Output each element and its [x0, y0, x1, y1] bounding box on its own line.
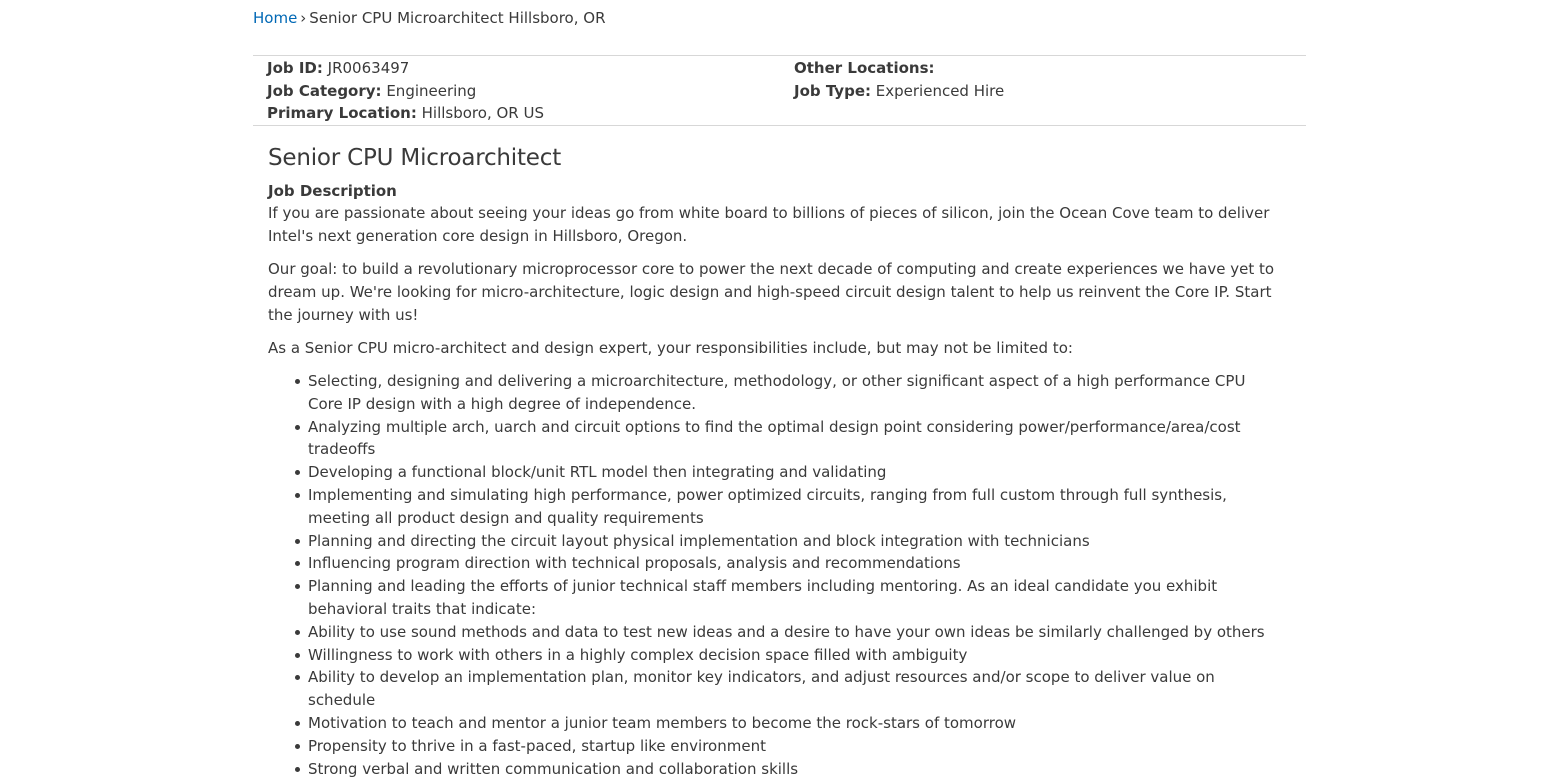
list-item: Willingness to work with others in a highly complex decision space filled with ambiguity [308, 644, 1278, 667]
description-paragraph: As a Senior CPU micro-architect and design expert, your responsibilities include, but may not be limited to: [268, 339, 1073, 357]
description-paragraph: If you are passionate about seeing your ideas go from white board to billions of pieces of silicon, join the Ocean Cove team to deliver Intel's next generation core design in Hillsboro, Oregon. [268, 204, 1270, 245]
job-description-heading: Job Description [268, 182, 397, 200]
list-item: Influencing program direction with technical proposals, analysis and recommendations [308, 552, 1278, 575]
list-item: Analyzing multiple arch, uarch and circuit options to find the optimal design point considering power/performance/area/cost tradeoffs [308, 416, 1278, 462]
list-item: Propensity to thrive in a fast-paced, startup like environment [308, 735, 1278, 758]
job-id-value: JR0063497 [327, 59, 410, 77]
breadcrumb [253, 8, 606, 28]
list-item: Implementing and simulating high performance, power optimized circuits, ranging from full custom through full synthesis, meeting all product design and quality requirements [308, 484, 1278, 530]
job-content [268, 142, 1278, 780]
other-locations-label: Other Locations: [794, 59, 935, 77]
list-item: Strong verbal and written communication and collaboration skills [308, 758, 1278, 780]
list-item: Developing a functional block/unit RTL model then integrating and validating [308, 461, 1278, 484]
other-locations-row [794, 57, 1004, 80]
primary-location-value: Hillsboro, OR US [421, 104, 544, 122]
breadcrumb-current: Senior CPU Microarchitect Hillsboro, OR [309, 9, 606, 27]
job-category-row [267, 80, 544, 103]
primary-location-row [267, 102, 544, 125]
list-item: Selecting, designing and delivering a microarchitecture, methodology, or other significant aspect of a high performance CPU Core IP design with a high degree of independence. [308, 370, 1278, 416]
job-meta-panel [253, 55, 1306, 126]
breadcrumb-separator: › [300, 9, 307, 27]
description-paragraph: Our goal: to build a revolutionary microprocessor core to power the next decade of computing and create experiences we have yet to dream up. We're looking for micro-architecture, logic design and high-speed circuit design talent to help us reinvent the Core IP. Start the journey with us! [268, 260, 1275, 324]
job-title: Senior CPU Microarchitect [268, 145, 562, 171]
job-meta-left [267, 57, 544, 125]
job-id-label: Job ID: [267, 59, 323, 77]
job-id-row [267, 57, 544, 80]
job-category-label: Job Category: [267, 81, 382, 100]
job-type-label: Job Type: [794, 81, 871, 100]
primary-location-label: Primary Location: [267, 104, 417, 122]
job-category-value: Engineering [386, 81, 477, 100]
list-item: Ability to develop an implementation plan, monitor key indicators, and adjust resources and/or scope to deliver value on schedule [308, 666, 1278, 712]
list-item: Motivation to teach and mentor a junior team members to become the rock-stars of tomorrow [308, 712, 1278, 735]
list-item: Ability to use sound methods and data to test new ideas and a desire to have your own ideas be similarly challenged by others [308, 621, 1278, 644]
job-type-row [794, 80, 1004, 103]
breadcrumb-home-link[interactable]: Home [253, 9, 298, 27]
job-meta-right [794, 57, 1004, 102]
list-item: Planning and directing the circuit layout physical implementation and block integration with technicians [308, 530, 1278, 553]
job-type-value: Experienced Hire [875, 81, 1005, 100]
responsibilities-list [268, 370, 1278, 780]
list-item: Planning and leading the efforts of junior technical staff members including mentoring. As an ideal candidate you exhibit behavioral traits that indicate: [308, 575, 1278, 621]
